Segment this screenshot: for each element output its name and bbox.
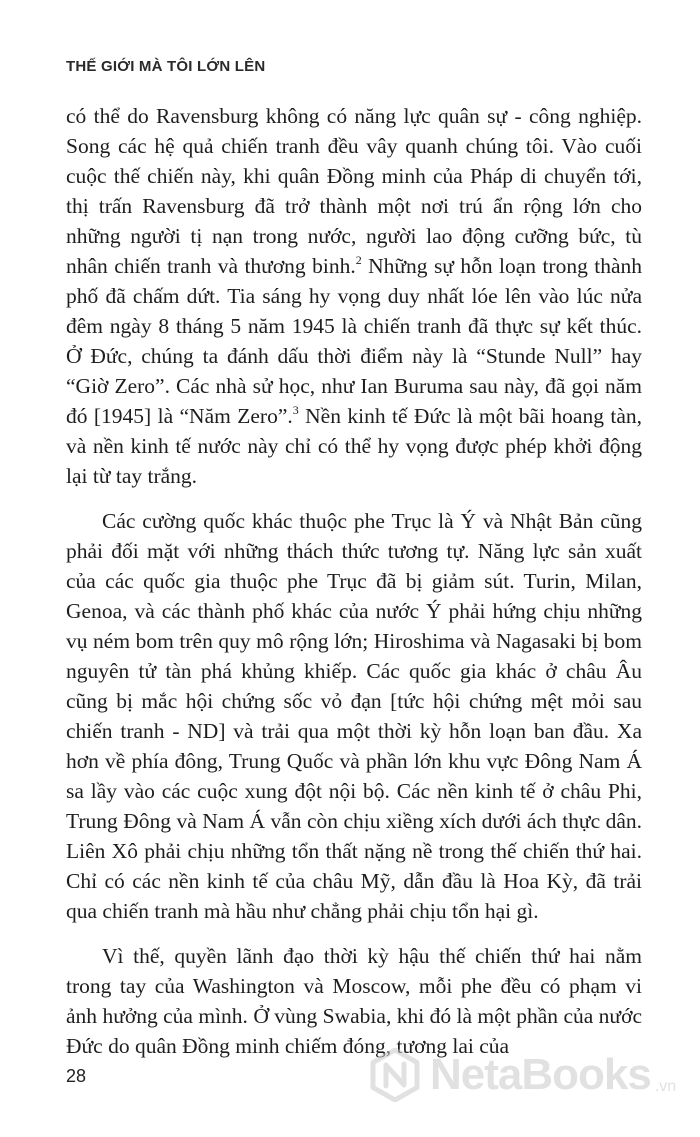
paragraph-3: Vì thế, quyền lãnh đạo thời kỳ hậu thế chiến thứ hai nằm trong tay của Washington và Moscow, mỗi phe đều có phạm vi ảnh hưởng của mình. Ở vùng Swabia, khi đó là một phần của nước Đức do quân Đồng minh chiếm đóng, tương lai của (66, 944, 642, 1058)
watermark (368, 1048, 676, 1102)
footnote-ref-2: 2 (355, 253, 362, 267)
paragraph-1-part-c: Nền kinh tế Đức là một bãi hoang tàn, và nền kinh tế nước này chỉ có thể hy vọng được phép khởi động lại từ tay trắng. (66, 404, 642, 488)
running-title: THẾ GIỚI MÀ TÔI LỚN LÊN (66, 58, 266, 75)
body-text (66, 101, 642, 1076)
paragraph-1 (66, 101, 642, 491)
watermark-suffix: .vn (654, 1078, 677, 1095)
paragraph-1-part-a: có thể do Ravensburg không có năng lực quân sự - công nghiệp. Song các hệ quả chiến tranh đều vây quanh chúng tôi. Vào cuối cuộc thế chiến này, khi quân Đồng minh của Pháp di chuyển tới, thị trấn Ravensburg đã trở thành một nơi trú ẩn rộng lớn cho những người tị nạn trong nước, người lao động cưỡng bức, tù nhân chiến tranh và thương binh. (66, 104, 642, 278)
footnote-ref-3: 3 (292, 403, 299, 417)
watermark-brand: NetaBooks (430, 1050, 651, 1099)
netabooks-logo-icon (368, 1048, 422, 1102)
paragraph-1-part-b: Những sự hỗn loạn trong thành phố đã chấm dứt. Tia sáng hy vọng duy nhất lóe lên vào lúc nửa đêm ngày 8 tháng 5 năm 1945 là chiến tranh đã thực sự kết thúc. Ở Đức, chúng ta đánh dấu thời điểm này là “Stunde Null” hay “Giờ Zero”. Các nhà sử học, như Ian Buruma sau này, đã gọi năm đó [1945] là “Năm Zero”. (66, 254, 642, 428)
paragraph-2: Các cường quốc khác thuộc phe Trục là Ý và Nhật Bản cũng phải đối mặt với những thách thức tương tự. Năng lực sản xuất của các quốc gia thuộc phe Trục đã bị giảm sút. Turin, Milan, Genoa, và các thành phố khác của nước Ý phải hứng chịu những vụ ném bom trên quy mô rộng lớn; Hiroshima và Nagasaki bị bom nguyên tử tàn phá khủng khiếp. Các quốc gia khác ở châu Âu cũng bị mắc hội chứng sốc vỏ đạn [tức hội chứng mệt mỏi sau chiến tranh - ND] và trải qua một thời kỳ hỗn loạn ban đầu. Xa hơn về phía đông, Trung Quốc và phần lớn khu vực Đông Nam Á sa lầy vào các cuộc xung đột nội bộ. Các nền kinh tế ở châu Phi, Trung Đông và Nam Á vẫn còn chịu xiềng xích dưới ách thực dân. Liên Xô phải chịu những tổn thất nặng nề trong thế chiến thứ hai. Chỉ có các nền kinh tế của châu Mỹ, dẫn đầu là Hoa Kỳ, đã trải qua chiến tranh mà hầu như chẳng phải chịu tổn hại gì. (66, 509, 642, 923)
page-number: 28 (66, 1066, 87, 1086)
